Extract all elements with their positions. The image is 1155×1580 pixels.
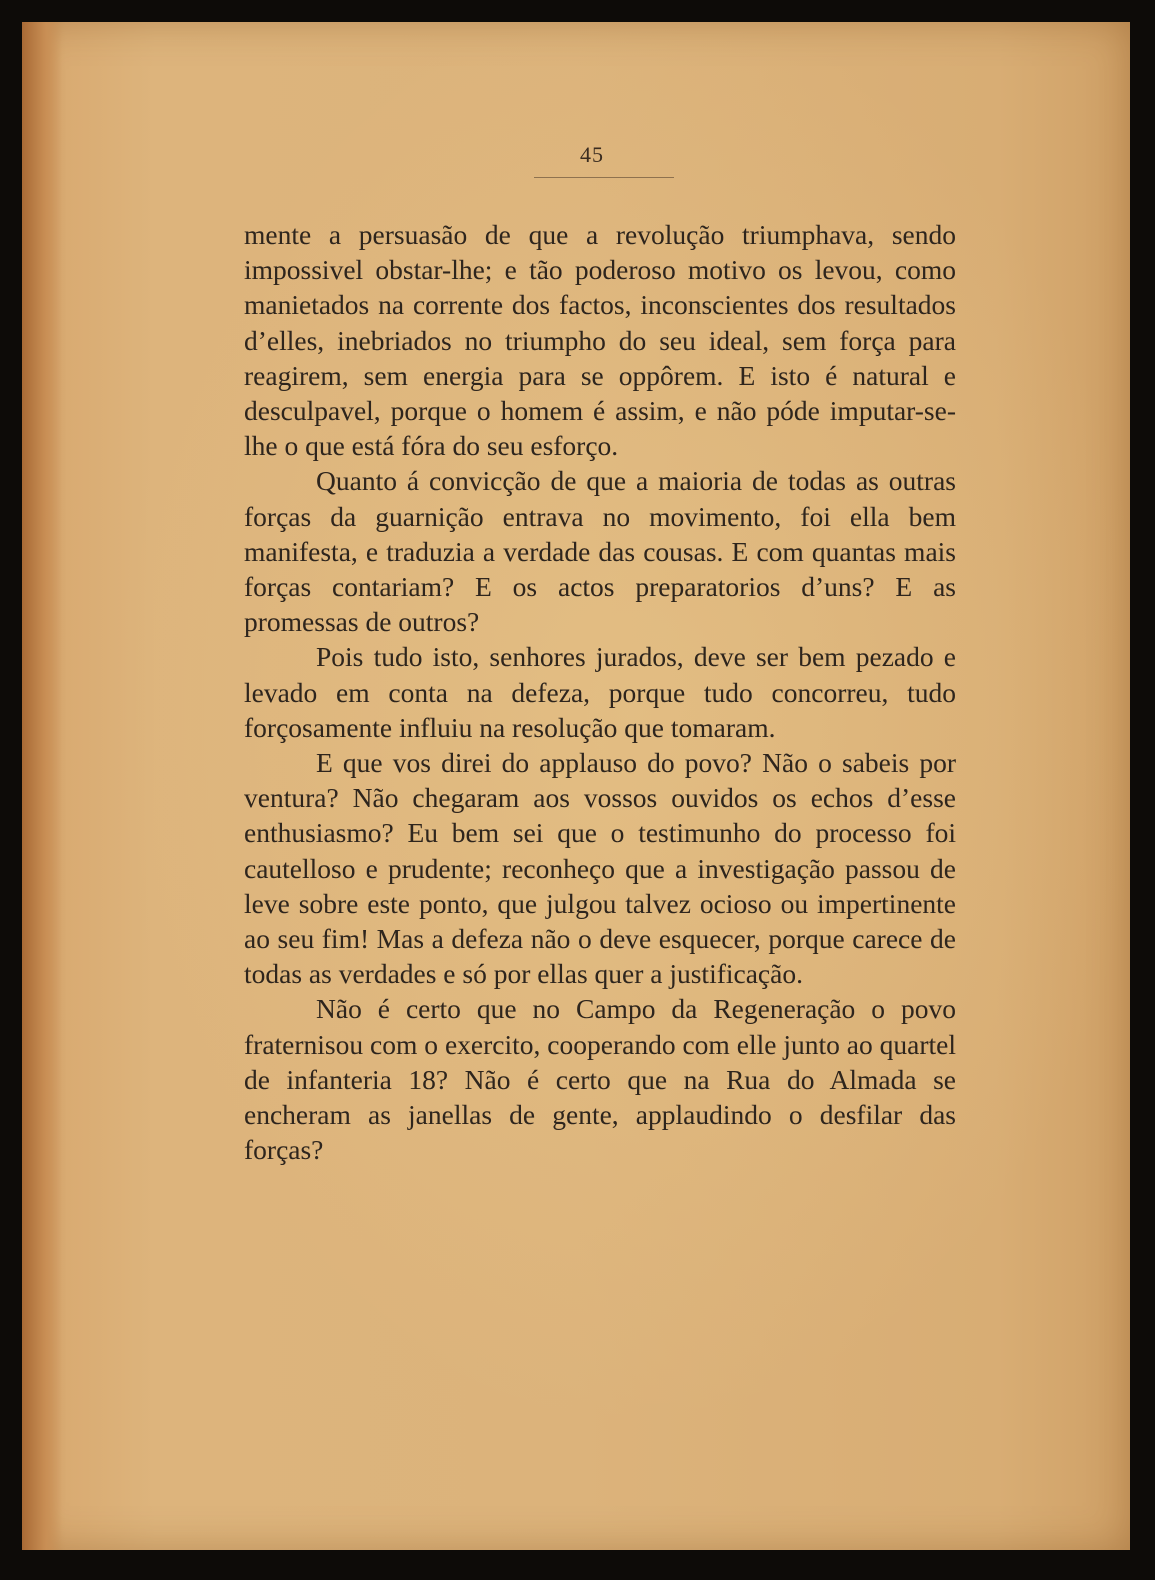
paragraph-3: Pois tudo isto, senhores jurados, deve ser bem pezado e levado em conta na defeza, porque tudo concorreu, tudo forçosamente influiu na resolução que tomaram. [244, 641, 956, 743]
header-rule [534, 177, 674, 178]
paragraph-5: Não é certo que no Campo da Regeneração o povo fraternisou com o exercito, cooperando com elle junto ao quartel de infanteria 18? Não é certo que na Rua do Almada se encheram as janellas de gente, applaudindo o desfilar das forças? [244, 993, 956, 1166]
paragraph-4: E que vos direi do applauso do povo? Não o sabeis por ventura? Não chegaram aos vossos ouvidos os echos d’esse enthusiasmo? Eu bem sei que o testimunho do processo foi cautelloso e prudente; reconheço que a investigação passou de leve sobre este ponto, que julgou talvez ocioso ou impertinente ao seu fim! Mas a defeza não o deve esquecer, porque carece de todas as verdades e só por ellas quer a justificação. [244, 747, 956, 990]
paper-sheet [22, 22, 1130, 1550]
paragraph-2: Quanto á convicção de que a maioria de todas as outras forças da guarnição entrava no movimento, foi ella bem manifesta, e traduzia a verdade das cousas. E com quantas mais forças contariam? E os actos preparatorios d’uns? E as promessas de outros? [244, 465, 956, 638]
body-text [244, 217, 956, 1167]
paragraph-1: mente a persuasão de que a revolução triumphava, sendo impossivel obstar-lhe; e tão poderoso motivo os levou, como manietados na corrente dos factos, inconscientes dos resultados d’elles, inebriados no triumpho do seu ideal, sem força para reagirem, sem energia para se oppôrem. E isto é natural e desculpavel, porque o homem é assim, e não póde imputar-se-lhe o que está fóra do seu esforço. [244, 219, 956, 462]
binding-gutter [22, 22, 62, 1550]
page-number: 45 [580, 142, 604, 167]
